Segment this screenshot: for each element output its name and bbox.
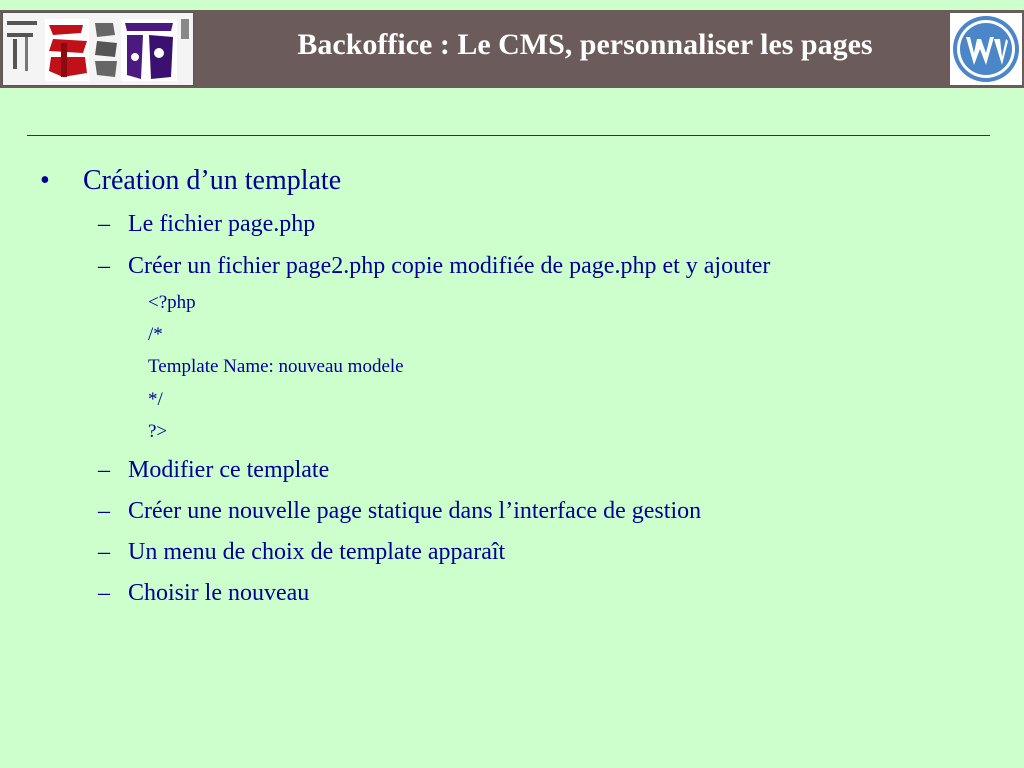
dash-icon: – (98, 253, 110, 279)
dash-icon: – (98, 457, 110, 483)
title-divider (27, 135, 990, 136)
code-line: Template Name: nouveau modele (148, 356, 404, 377)
bullet-icon: • (40, 165, 50, 196)
dash-icon: – (98, 211, 110, 237)
wordpress-logo-icon (950, 13, 1022, 85)
list-item-text: Créer un fichier page2.php copie modifiée de page.php et y ajouter (128, 253, 771, 279)
list-item-text: Créer une nouvelle page statique dans l’interface de gestion (128, 498, 702, 524)
list-item-text: Le fichier page.php (128, 211, 316, 237)
calligraphy-logo-icon (2, 12, 194, 86)
slide-title: Backoffice : Le CMS, personnaliser les pages (297, 28, 873, 61)
code-line: /* (148, 324, 163, 345)
dash-icon: – (98, 498, 110, 524)
list-item-text: Création d’un template (83, 165, 342, 196)
code-line: ?> (148, 421, 168, 442)
dash-icon: – (98, 539, 110, 565)
dash-icon: – (98, 580, 110, 606)
code-line: <?php (148, 292, 196, 313)
list-item-text: Choisir le nouveau (128, 580, 310, 606)
list-item-text: Un menu de choix de template apparaît (128, 539, 506, 565)
code-line: */ (148, 389, 163, 410)
title-bar (0, 10, 1024, 88)
list-item-text: Modifier ce template (128, 457, 330, 483)
